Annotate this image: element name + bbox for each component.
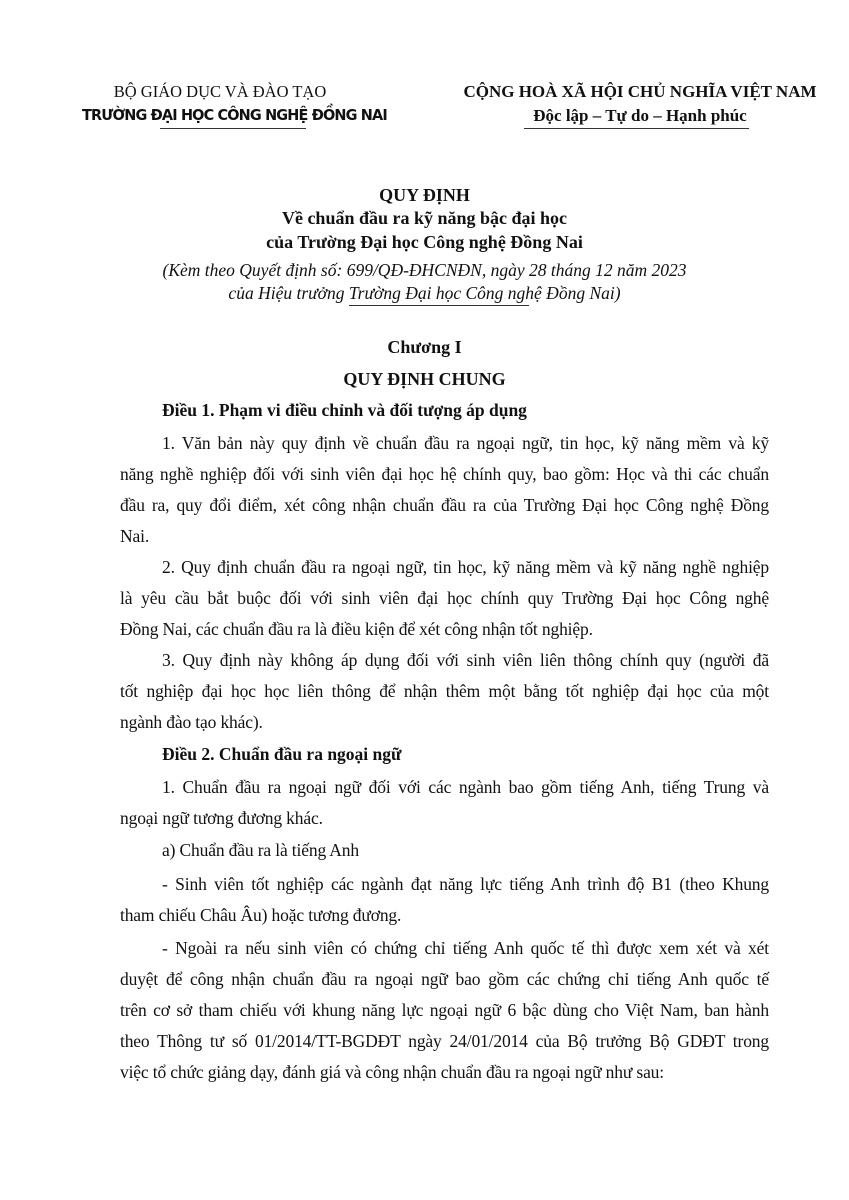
text-line: Nai.: [120, 526, 150, 546]
decision-note-2: của Hiệu trưởng Trường Đại học Công nghệ Đồng Nai): [228, 283, 621, 303]
university-name: TRƯỜNG ĐẠI HỌC CÔNG NGHỆ ĐỒNG NAI: [82, 106, 387, 124]
country-name: CỘNG HOÀ XÃ HỘI CHỦ NGHĨA VIỆT NAM: [463, 82, 817, 101]
text-line: 2. Quy định chuẩn đầu ra ngoại ngữ, tin học, kỹ năng mềm và kỹ năng nghề nghiệp: [162, 557, 769, 577]
text-line: 3. Quy định này không áp dụng đối với sinh viên liên thông chính quy (người đã: [162, 650, 769, 670]
text-line: - Sinh viên tốt nghiệp các ngành đạt năng lực tiếng Anh trình độ B1 (theo Khung: [162, 874, 769, 894]
text-line: theo Thông tư số 01/2014/TT-BGDĐT ngày 24/01/2014 của Bộ trưởng Bộ GDĐT trong: [120, 1031, 769, 1051]
motto-underline: [524, 128, 749, 129]
text-line: ngoại ngữ tương đương khác.: [120, 808, 323, 828]
text-line: 1. Văn bản này quy định về chuẩn đầu ra ngoại ngữ, tin học, kỹ năng mềm và kỹ: [162, 433, 769, 453]
document-subtitle-1: Về chuẩn đầu ra kỹ năng bậc đại học: [281, 208, 568, 228]
title-underline: [349, 305, 529, 306]
document-subtitle-2: của Trường Đại học Công nghệ Đồng Nai: [266, 232, 583, 252]
chapter-title: QUY ĐỊNH CHUNG: [343, 369, 506, 389]
text-line: ngành đào tạo khác).: [120, 712, 263, 732]
motto: Độc lập – Tự do – Hạnh phúc: [533, 106, 747, 125]
university-underline: [160, 128, 306, 129]
text-line: đầu ra, quy đổi điểm, xét công nhận chuẩn đầu ra của Trường Đại học Công nghệ Đồng: [120, 495, 769, 515]
item-a: a) Chuẩn đầu ra là tiếng Anh: [162, 840, 359, 860]
text-line: tốt nghiệp đại học học liên thông để nhận thêm một bằng tốt nghiệp đại học của một: [120, 681, 769, 701]
text-line: - Ngoài ra nếu sinh viên có chứng chỉ tiếng Anh quốc tế thì được xem xét và xét: [162, 938, 769, 958]
ministry-name: BỘ GIÁO DỤC VÀ ĐÀO TẠO: [113, 82, 327, 101]
article-2-heading: Điều 2. Chuẩn đầu ra ngoại ngữ: [162, 744, 402, 764]
article-1-heading: Điều 1. Phạm vi điều chỉnh và đối tượng áp dụng: [162, 400, 527, 420]
text-line: Đồng Nai, các chuẩn đầu ra là điều kiện để xét công nhận tốt nghiệp.: [120, 619, 593, 639]
text-line: duyệt để công nhận chuẩn đầu ra ngoại ngữ bao gồm các chứng chỉ tiếng Anh quốc tế: [120, 969, 769, 989]
text-line: việc tổ chức giảng dạy, đánh giá và công nhận chuẩn đầu ra ngoại ngữ như sau:: [120, 1062, 664, 1082]
text-line: là yêu cầu bắt buộc đối với sinh viên đại học chính quy Trường Đại học Công nghệ: [120, 588, 769, 608]
text-line: năng nghề nghiệp đối với sinh viên đại học hệ chính quy, bao gồm: Học và thi các chuẩn: [120, 464, 769, 484]
document-title: QUY ĐỊNH: [379, 185, 470, 205]
text-line: trên cơ sở tham chiếu với khung năng lực ngoại ngữ 6 bậc dùng cho Việt Nam, ban hành: [120, 1000, 769, 1020]
chapter-label: Chương I: [387, 337, 462, 357]
text-line: 1. Chuẩn đầu ra ngoại ngữ đối với các ngành bao gồm tiếng Anh, tiếng Trung và: [162, 777, 769, 797]
text-line: tham chiếu Châu Âu) hoặc tương đương.: [120, 905, 402, 925]
decision-note-1: (Kèm theo Quyết định số: 699/QĐ-ĐHCNĐN, ngày 28 tháng 12 năm 2023: [162, 260, 687, 280]
